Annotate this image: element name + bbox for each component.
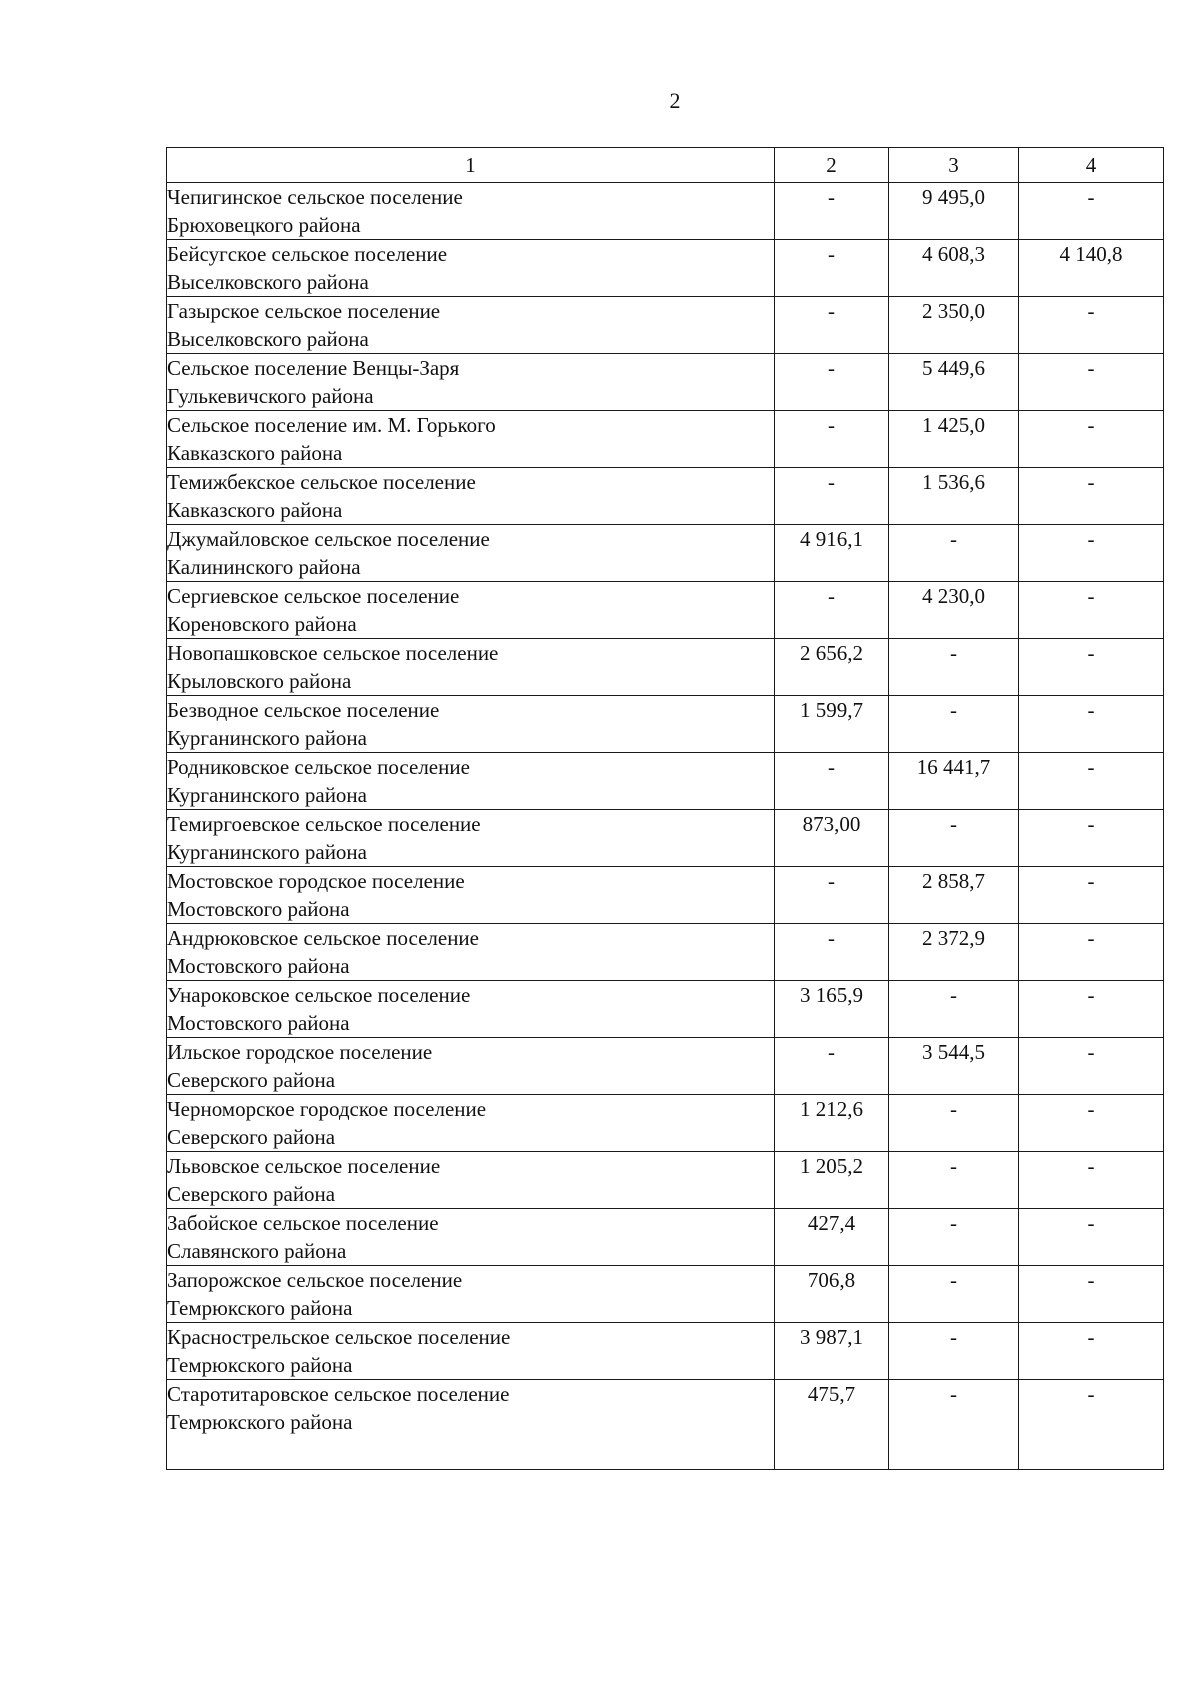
value-cell-col4: - [1019,297,1164,354]
district-name: Северского района [167,1068,336,1092]
header-col-1: 1 [167,148,775,183]
value-cell-col4: - [1019,753,1164,810]
value-cell-col3: 4 608,3 [889,240,1019,297]
header-row [167,148,1164,183]
district-name: Выселковского района [167,270,369,294]
value-cell-col4: - [1019,582,1164,639]
value-cell-col3: 9 495,0 [889,183,1019,240]
settlement-name: Черноморское городское поселение [167,1097,487,1121]
settlement-name-cell [167,924,775,981]
table-row [167,582,1164,639]
table-row [167,525,1164,582]
table-row [167,411,1164,468]
settlement-name: Унароковское сельское поселение [167,983,471,1007]
value-cell-col2: - [775,411,889,468]
value-cell-col2: - [775,468,889,525]
value-cell-col2: 3 165,9 [775,981,889,1038]
table-row [167,1095,1164,1152]
value-cell-col4: - [1019,1323,1164,1380]
value-cell-col3: - [889,810,1019,867]
district-name: Выселковского района [167,327,369,351]
district-name: Северского района [167,1182,336,1206]
table-row [167,468,1164,525]
settlement-name-cell [167,1323,775,1380]
district-name: Кавказского района [167,498,343,522]
settlement-name-cell [167,810,775,867]
table-row [167,924,1164,981]
table-row [167,297,1164,354]
value-cell-col2: 1 599,7 [775,696,889,753]
district-name: Северского района [167,1125,336,1149]
table-row [167,753,1164,810]
value-cell-col2: - [775,582,889,639]
value-cell-col3: - [889,1152,1019,1209]
value-cell-col3: 1 425,0 [889,411,1019,468]
settlement-name-cell [167,1152,775,1209]
value-cell-col4: - [1019,1266,1164,1323]
settlement-name: Сельское поселение им. М. Горького [167,413,496,437]
value-cell-col2: 706,8 [775,1266,889,1323]
district-name: Курганинского района [167,726,367,750]
settlement-name-cell [167,525,775,582]
value-cell-col2: 427,4 [775,1209,889,1266]
district-name: Темрюкского района [167,1410,353,1434]
settlement-name-cell [167,354,775,411]
value-cell-col4: 4 140,8 [1019,240,1164,297]
table-row [167,1038,1164,1095]
table-row [167,981,1164,1038]
settlement-name: Сергиевское сельское поселение [167,584,460,608]
header-col-4: 4 [1019,148,1164,183]
value-cell-col3: 16 441,7 [889,753,1019,810]
settlement-name-cell [167,981,775,1038]
settlement-name-cell [167,867,775,924]
table-row [167,183,1164,240]
table-row [167,240,1164,297]
settlement-name-cell [167,1095,775,1152]
settlement-name: Газырское сельское поселение [167,299,441,323]
settlement-name-cell [167,240,775,297]
settlement-name: Забойское сельское поселение [167,1211,439,1235]
value-cell-col4: - [1019,1095,1164,1152]
settlement-name: Темиргоевское сельское поселение [167,812,481,836]
settlement-name: Безводное сельское поселение [167,698,440,722]
settlement-name: Джумайловское сельское поселение [167,527,490,551]
value-cell-col3: 3 544,5 [889,1038,1019,1095]
value-cell-col2: 2 656,2 [775,639,889,696]
district-name: Кавказского района [167,441,343,465]
settlement-name-cell [167,753,775,810]
value-cell-col2: 1 212,6 [775,1095,889,1152]
value-cell-col3: - [889,1095,1019,1152]
district-name: Темрюкского района [167,1353,353,1377]
value-cell-col3: - [889,525,1019,582]
settlement-name: Мостовское городское поселение [167,869,465,893]
settlement-name: Сельское поселение Венцы-Заря [167,356,460,380]
value-cell-col3: - [889,639,1019,696]
value-cell-col4: - [1019,810,1164,867]
header-col-2: 2 [775,148,889,183]
value-cell-col2: - [775,924,889,981]
value-cell-col4: - [1019,639,1164,696]
table-body [167,183,1164,1470]
district-name: Калининского района [167,555,361,579]
value-cell-col4: - [1019,354,1164,411]
value-cell-col3: - [889,1266,1019,1323]
settlement-name-cell [167,639,775,696]
settlement-name-cell [167,1380,775,1470]
value-cell-col4: - [1019,1038,1164,1095]
value-cell-col4: - [1019,867,1164,924]
value-cell-col2: - [775,354,889,411]
value-cell-col4: - [1019,183,1164,240]
settlement-name: Ильское городское поселение [167,1040,433,1064]
district-name: Темрюкского района [167,1296,353,1320]
value-cell-col3: 4 230,0 [889,582,1019,639]
district-name: Мостовского района [167,1011,350,1035]
value-cell-col3: 5 449,6 [889,354,1019,411]
value-cell-col4: - [1019,525,1164,582]
table-row [167,354,1164,411]
value-cell-col4: - [1019,981,1164,1038]
settlement-name: Бейсугское сельское поселение [167,242,448,266]
table-row [167,639,1164,696]
district-name: Курганинского района [167,840,367,864]
value-cell-col3: - [889,1209,1019,1266]
value-cell-col2: - [775,183,889,240]
settlement-name-cell [167,1209,775,1266]
table-row [167,1266,1164,1323]
value-cell-col3: 2 858,7 [889,867,1019,924]
table-header [167,148,1164,183]
table-row [167,696,1164,753]
settlement-name: Темижбекское сельское поселение [167,470,476,494]
header-col-3: 3 [889,148,1019,183]
value-cell-col4: - [1019,1152,1164,1209]
settlement-name-cell [167,1266,775,1323]
settlement-name-cell [167,696,775,753]
settlement-name: Андрюковское сельское поселение [167,926,479,950]
value-cell-col3: - [889,981,1019,1038]
value-cell-col4: - [1019,411,1164,468]
table-row [167,1152,1164,1209]
settlement-name: Чепигинское сельское поселение [167,185,463,209]
table-row [167,1209,1164,1266]
district-name: Мостовского района [167,954,350,978]
value-cell-col3: - [889,1323,1019,1380]
table-row [167,867,1164,924]
settlement-name-cell [167,1038,775,1095]
value-cell-col3: 2 350,0 [889,297,1019,354]
table-row [167,1380,1164,1470]
settlement-name: Краснострельское сельское поселение [167,1325,511,1349]
value-cell-col4: - [1019,1380,1164,1470]
value-cell-col4: - [1019,696,1164,753]
district-name: Крыловского района [167,669,352,693]
value-cell-col2: - [775,297,889,354]
settlement-name-cell [167,411,775,468]
table-row [167,1323,1164,1380]
value-cell-col4: - [1019,1209,1164,1266]
settlement-name: Львовское сельское поселение [167,1154,441,1178]
value-cell-col2: - [775,753,889,810]
settlement-name-cell [167,183,775,240]
settlement-name-cell [167,582,775,639]
value-cell-col3: 2 372,9 [889,924,1019,981]
value-cell-col2: 475,7 [775,1380,889,1470]
settlement-name-cell [167,468,775,525]
table-row [167,810,1164,867]
district-name: Мостовского района [167,897,350,921]
district-name: Гулькевичского района [167,384,374,408]
value-cell-col3: - [889,696,1019,753]
value-cell-col2: 1 205,2 [775,1152,889,1209]
settlement-name: Старотитаровское сельское поселение [167,1382,510,1406]
value-cell-col3: 1 536,6 [889,468,1019,525]
value-cell-col2: 3 987,1 [775,1323,889,1380]
settlement-name: Родниковское сельское поселение [167,755,470,779]
settlement-name: Запорожское сельское поселение [167,1268,463,1292]
value-cell-col2: - [775,240,889,297]
page-number: 2 [669,88,681,113]
district-name: Курганинского района [167,783,367,807]
value-cell-col2: - [775,867,889,924]
district-name: Кореновского района [167,612,357,636]
value-cell-col4: - [1019,468,1164,525]
value-cell-col3: - [889,1380,1019,1470]
settlement-name-cell [167,297,775,354]
settlement-name: Новопашковское сельское поселение [167,641,499,665]
value-cell-col4: - [1019,924,1164,981]
district-name: Брюховецкого района [167,213,361,237]
value-cell-col2: - [775,1038,889,1095]
budget-table [166,147,1164,1470]
value-cell-col2: 873,00 [775,810,889,867]
value-cell-col2: 4 916,1 [775,525,889,582]
district-name: Славянского района [167,1239,347,1263]
